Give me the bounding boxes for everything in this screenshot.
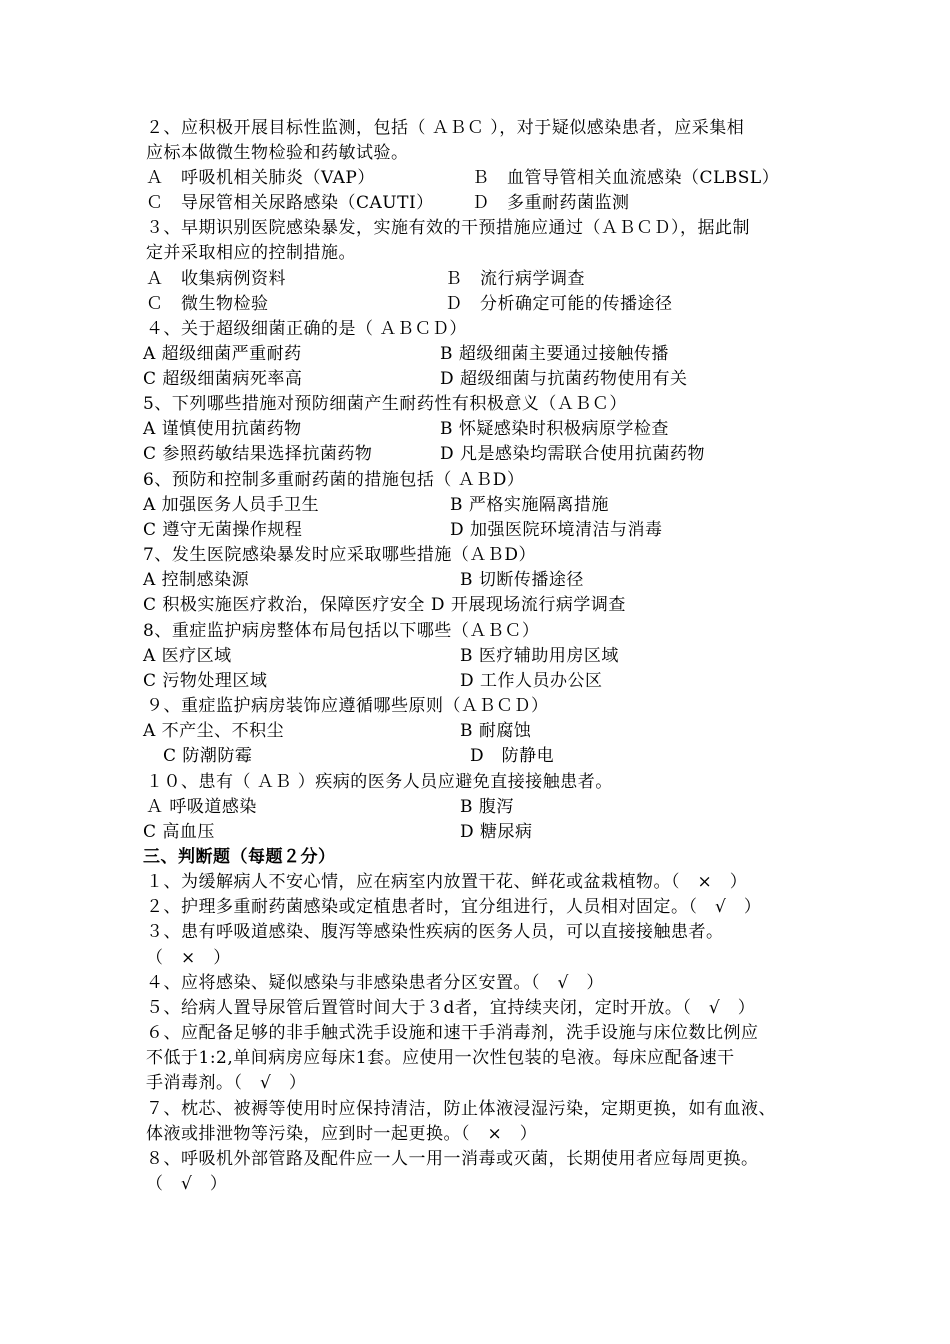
- q10-option-d: D 糖尿病: [460, 822, 533, 842]
- q5-option-c: C 参照药敏结果选择抗菌药物: [143, 444, 373, 464]
- q4-option-c: C 超级细菌病死率高: [143, 369, 303, 389]
- q10-stem: １０、患有（ ＡＢ ）疾病的医务人员应避免直接接触患者。: [146, 772, 613, 792]
- q9-stem: ９、重症监护病房装饰应遵循哪些原则（ＡＢＣＤ）: [146, 696, 549, 716]
- q10-option-c: C 高血压: [143, 822, 215, 842]
- q6-option-c: C 遵守无菌操作规程: [143, 520, 303, 540]
- q7-option-cd: C 积极实施医疗救治，保障医疗安全 D 开展现场流行病学调查: [143, 595, 626, 615]
- section-heading-true-false: 三、判断题（每题２分）: [143, 847, 336, 867]
- q2-option-d: Ｄ 多重耐药菌监测: [472, 193, 630, 213]
- q4-option-b: B 超级细菌主要通过接触传播: [440, 344, 669, 364]
- q8-option-b: B 医疗辅助用房区域: [460, 646, 619, 666]
- q10-option-a: Ａ 呼吸道感染: [146, 797, 257, 817]
- tf7-line2: 体液或排泄物等污染，应到时一起更换。（ × ）: [146, 1124, 538, 1144]
- q10-option-b: B 腹泻: [460, 797, 514, 817]
- q2-option-a: Ａ 呼吸机相关肺炎（VAP）: [146, 168, 375, 188]
- q6-stem: 6、预防和控制多重耐药菌的措施包括（ ＡＢD）: [143, 470, 525, 490]
- q8-option-c: C 污物处理区域: [143, 671, 268, 691]
- tf6-line1: ６、应配备足够的非手触式洗手设施和速干手消毒剂，洗手设施与床位数比例应: [146, 1023, 759, 1043]
- q9-option-a: A 不产尘、不积尘: [143, 721, 285, 741]
- q4-option-d: D 超级细菌与抗菌药物使用有关: [440, 369, 688, 389]
- tf4: ４、应将感染、疑似感染与非感染患者分区安置。（ √ ）: [146, 973, 604, 993]
- tf3-line2: （ × ）: [146, 948, 231, 968]
- q2-option-b: Ｂ 血管导管相关血流感染（CLBSL）: [472, 168, 780, 188]
- tf7-line1: ７、枕芯、被褥等使用时应保持清洁，防止体液浸湿污染，定期更换，如有血液、: [146, 1099, 776, 1119]
- q3-stem-line1: ３、早期识别医院感染暴发，实施有效的干预措施应通过（ＡＢＣＤ），据此制: [146, 218, 750, 238]
- q7-option-b: B 切断传播途径: [460, 570, 584, 590]
- q9-option-d: D 防静电: [470, 746, 555, 766]
- q6-option-d: D 加强医院环境清洁与消毒: [450, 520, 663, 540]
- tf2: ２、护理多重耐药菌感染或定植患者时，宜分组进行，人员相对固定。（ √ ）: [146, 897, 762, 917]
- q2-option-c: Ｃ 导尿管相关尿路感染（CAUTI）: [146, 193, 434, 213]
- q8-stem: 8、重症监护病房整体布局包括以下哪些（ＡＢＣ）: [143, 621, 540, 641]
- tf3-line1: ３、患有呼吸道感染、腹泻等感染性疾病的医务人员，可以直接接触患者。: [146, 922, 724, 942]
- q6-option-b: B 严格实施隔离措施: [450, 495, 609, 515]
- q5-option-d: D 凡是感染均需联合使用抗菌药物: [440, 444, 706, 464]
- tf1: １、为缓解病人不安心情，应在病室内放置干花、鲜花或盆栽植物。（ × ）: [146, 872, 748, 892]
- q7-option-a: A 控制感染源: [143, 570, 250, 590]
- q9-option-c: C 防潮防霉: [163, 746, 253, 766]
- q2-stem-line1: ２、应积极开展目标性监测，包括（ ＡＢＣ ），对于疑似感染患者，应采集相: [146, 118, 745, 138]
- q3-stem-line2: 定并采取相应的控制措施。: [146, 243, 356, 263]
- q5-stem: 5、下列哪些措施对预防细菌产生耐药性有积极意义（ＡＢＣ）: [143, 394, 627, 414]
- tf6-line2: 不低于1:2,单间病房应每床1套。应使用一次性包装的皂液。每床应配备速干: [146, 1048, 735, 1068]
- q3-option-d: Ｄ 分析确定可能的传播途径: [445, 294, 673, 314]
- q9-option-b: B 耐腐蚀: [460, 721, 532, 741]
- q3-option-a: Ａ 收集病例资料: [146, 269, 286, 289]
- q3-option-b: Ｂ 流行病学调查: [445, 269, 585, 289]
- q8-option-d: D 工作人员办公区: [460, 671, 603, 691]
- q8-option-a: A 医疗区域: [143, 646, 232, 666]
- q6-option-a: A 加强医务人员手卫生: [143, 495, 320, 515]
- tf8-line1: ８、呼吸机外部管路及配件应一人一用一消毒或灭菌，长期使用者应每周更换。: [146, 1149, 759, 1169]
- q5-option-a: A 谨慎使用抗菌药物: [143, 419, 302, 439]
- q2-stem-line2: 应标本做微生物检验和药敏试验。: [146, 143, 409, 163]
- tf5: ５、给病人置导尿管后置管时间大于３d者，宜持续夹闭，定时开放。（ √ ）: [146, 998, 756, 1018]
- q3-option-c: Ｃ 微生物检验: [146, 294, 269, 314]
- q5-option-b: B 怀疑感染时积极病原学检查: [440, 419, 669, 439]
- tf6-line3: 手消毒剂。（ √ ）: [146, 1073, 307, 1093]
- q4-option-a: A 超级细菌严重耐药: [143, 344, 302, 364]
- tf8-line2: （ √ ）: [146, 1174, 228, 1194]
- q4-stem: ４、关于超级细菌正确的是（ ＡＢＣＤ）: [146, 319, 467, 339]
- q7-stem: 7、发生医院感染暴发时应采取哪些措施（ＡＢD）: [143, 545, 536, 565]
